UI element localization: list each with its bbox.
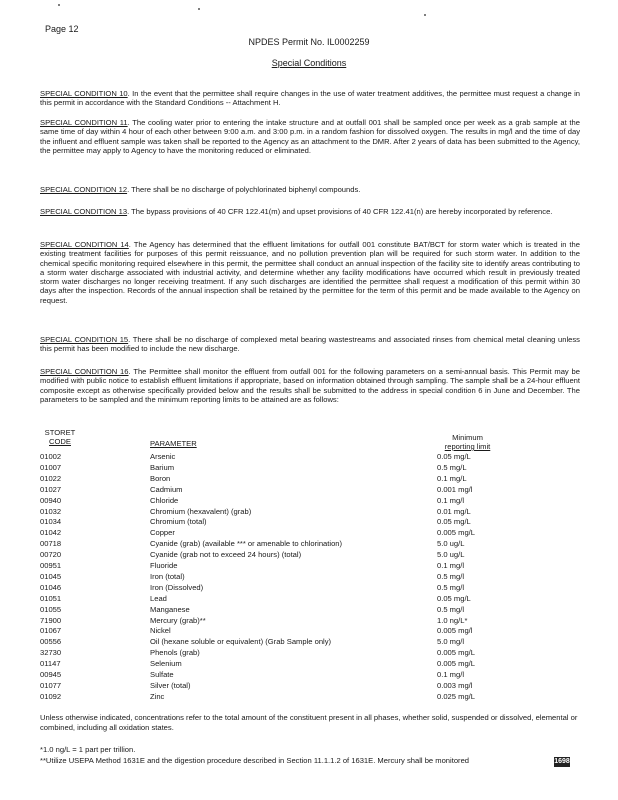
condition-label: SPECIAL CONDITION 13 [40,207,128,216]
parameter-name: Chloride [150,495,179,505]
reporting-limit: 0.1 mg/l [437,670,465,679]
min-header-line-2: reporting limit [444,442,491,451]
parameter-name: Copper [150,528,175,538]
condition-label: SPECIAL CONDITION 10 [40,89,128,98]
storet-code: 00720 [40,550,62,560]
parameter-name: Selenium [150,659,182,669]
min-limit-column-header [425,433,510,451]
condition-text: . In the event that the permittee shall require changes in the use of water treatment additives, the permittee must request a change in this permit in accordance with the Standard Conditions -- Attachment H. [40,89,580,108]
parameter-name: Iron (Dissolved) [150,582,204,592]
condition-text: . The Agency has determined that the effluent limitations for outfall 001 constitute BAT/BCT for storm water which is treated in the existing treatment facilities for purposes of this permit reissuance, and no pollution prevention plan will be required for such storm water. In addition to the chemical specific monitoring required elsewhere in this permit, the permittee shall conduct an annual inspection of the facility site to identify areas contributing to a storm water discharge associated with industrial activity, and determine whether any facility modifications have occurred which result in previously treated storm water discharges no longer receiving treatment. If any such discharges are identified the permittee shall request a modification of this permit within 30 days after the inspection. Records of the annual inspection shall be retained by the permittee for the term of this permit and be made available to the Agency on request. [40,240,580,305]
parameter-name: Oil (hexane soluble or equivalent) (Grab Sample only) [150,637,332,647]
table-row [0,616,618,626]
reporting-limit: 1.0 ng/L* [437,615,468,625]
table-row [0,637,618,647]
parameter-name: Sulfate [150,670,174,679]
reporting-limit: 0.005 mg/L [437,659,475,669]
parameter-name: Cadmium [150,484,183,494]
scan-speck [198,8,200,10]
storet-code: 01067 [40,626,62,636]
storet-code: 01077 [40,680,62,690]
parameter-name: Manganese [150,604,190,614]
parameter-name: Phenols (grab) [150,648,200,658]
reporting-limit: 0.05 mg/L [437,593,471,603]
storet-header-line-1: STORET [44,428,76,437]
table-row [0,539,618,549]
storet-code: 01046 [40,582,62,592]
footnote-unless: Unless otherwise indicated, concentrations refer to the total amount of the constituent present in all phases, whether solid, suspended or dissolved, elemental or combined, including all oxidation states. [40,713,578,732]
parameter-name: Cyanide (grab) (available *** or amenable to chlorination) [150,539,343,549]
table-row [0,594,618,604]
storet-code: 01007 [40,462,62,472]
reporting-limit: 0.5 mg/l [437,582,465,592]
parameter-column-header: PARAMETER [150,439,197,448]
reporting-limit: 0.005 mg/L [437,648,475,658]
table-row [0,659,618,669]
parameter-name: Chromium (total) [150,517,207,527]
table-row [0,528,618,538]
reporting-limit: 0.05 mg/L [437,452,471,461]
parameter-name: Mercury (grab)** [150,615,206,625]
storet-code: 00951 [40,561,62,570]
storet-header-line-2: CODE [49,437,71,446]
reporting-limit: 0.005 mg/l [437,626,473,636]
reporting-limit: 0.05 mg/L [437,517,471,527]
condition-text: . The bypass provisions of 40 CFR 122.41(m) and upset provisions of 40 CFR 122.41(n) are hereby incorporated by reference. [127,207,553,216]
storet-code: 00556 [40,637,62,647]
table-row [0,583,618,593]
storet-code: 01092 [40,691,62,701]
table-row [0,670,618,680]
parameter-name: Arsenic [150,452,176,461]
condition-text: . The cooling water prior to entering the intake structure and at outfall 001 shall be sampled once per week as a grab sample at the same time of day within 4 hour of each other between 9:00 a.m. and 3:00 p.m. in a random fashion for dissolved oxygen. The results in mg/l and the time of day the influent and effluent sample was taken shall be reported to the Agency as an attachment to the DMR. After 2 years of data has been submitted to the Agency, the permittee may apply to Agency to have the monitoring reduced or eliminated. [40,118,580,155]
table-row [0,692,618,702]
special-condition-12 [40,185,580,194]
storet-code: 32730 [40,648,62,658]
parameter-name: Boron [150,473,171,483]
scan-speck [58,4,60,6]
table-row [0,605,618,615]
storet-code: 01051 [40,593,62,603]
reporting-limit: 0.01 mg/L [437,506,471,516]
special-condition-11 [40,118,580,155]
table-row [0,681,618,691]
parameter-name: Barium [150,462,175,472]
table-row [0,517,618,527]
table-row [0,474,618,484]
reporting-limit: 0.5 mg/l [437,604,465,614]
parameter-name: Fluoride [150,561,178,570]
parameter-name: Cyanide (grab not to exceed 24 hours) (total) [150,550,302,560]
reporting-limit: 0.005 mg/L [437,528,475,538]
condition-text: . There shall be no discharge of polychlorinated biphenyl compounds. [127,185,361,194]
min-header-line-1: Minimum [452,433,483,442]
parameter-name: Chromium (hexavalent) (grab) [150,506,252,516]
condition-label: SPECIAL CONDITION 16 [40,367,129,376]
storet-code: 71900 [40,615,62,625]
reporting-limit: 0.1 mg/l [437,561,465,570]
reporting-limit: 0.5 mg/L [437,462,467,472]
special-condition-13 [40,207,580,216]
storet-code: 01045 [40,571,62,581]
condition-label: SPECIAL CONDITION 14 [40,240,129,249]
condition-label: SPECIAL CONDITION 12 [40,185,128,194]
reporting-limit: 5.0 mg/l [437,637,465,647]
reporting-limit: 0.5 mg/l [437,571,465,581]
parameter-name: Silver (total) [150,680,191,690]
page-number: Page 12 [45,24,79,34]
parameter-name: Zinc [150,691,165,701]
storet-code: 00718 [40,539,62,549]
reporting-limit: 5.0 ug/L [437,550,465,560]
storet-code: 01034 [40,517,62,527]
table-row [0,496,618,506]
storet-column-header [40,428,80,446]
page-stamp: 1698 [554,758,570,765]
table-row [0,452,618,462]
reporting-limit: 0.1 mg/l [437,495,465,505]
condition-label: SPECIAL CONDITION 11 [40,118,128,127]
footnote-star-1: *1.0 ng/L = 1 part per trillion. [40,745,136,754]
storet-code: 01055 [40,604,62,614]
section-title: Special Conditions [271,58,347,68]
special-condition-15 [40,335,580,354]
table-row [0,648,618,658]
reporting-limit: 5.0 ug/L [437,539,465,549]
special-condition-10 [40,89,580,108]
storet-code: 01032 [40,506,62,516]
parameter-name: Nickel [150,626,171,636]
condition-label: SPECIAL CONDITION 15 [40,335,129,344]
storet-code: 01027 [40,484,62,494]
condition-text: . The Permittee shall monitor the effluent from outfall 001 for the following parameters on a semi-annual basis. This Permit may be modified with public notice to establish effluent limitations if appropriate, based on information obtained through sampling. The sample shall be a 24-hour effluent composite except as otherwise specifically provided below and the results shall be submitted to the address in special condition 6 in June and December. The parameters to be sampled and the minimum reporting limits to be attained are as follows: [40,367,580,404]
table-row [0,507,618,517]
parameter-name: Lead [150,593,167,603]
table-row [0,550,618,560]
permit-title: NPDES Permit No. IL0002259 [248,37,370,47]
table-row [0,626,618,636]
special-condition-16 [40,367,580,404]
scan-speck [424,14,426,16]
special-condition-14 [40,240,580,305]
table-row [0,561,618,571]
condition-text: . There shall be no discharge of complexed metal bearing wastestreams and associated rinses from chemical metal cleaning unless this permit has been modified to include the new discharge. [40,335,580,354]
table-row [0,572,618,582]
storet-code: 00945 [40,670,62,679]
storet-code: 01022 [40,473,62,483]
storet-code: 01002 [40,452,62,461]
reporting-limit: 0.001 mg/l [437,484,473,494]
reporting-limit: 0.003 mg/l [437,680,473,690]
table-row [0,485,618,495]
reporting-limit: 0.1 mg/L [437,473,467,483]
storet-code: 00940 [40,495,62,505]
reporting-limit: 0.025 mg/L [437,691,475,701]
parameter-name: Iron (total) [150,571,185,581]
storet-code: 01042 [40,528,62,538]
storet-code: 01147 [40,659,61,669]
footnote-star-2: **Utilize USEPA Method 1631E and the digestion procedure described in Section 11.1.1.2 of 1631E. Mercury shall be monitored [40,756,470,765]
table-row [0,463,618,473]
